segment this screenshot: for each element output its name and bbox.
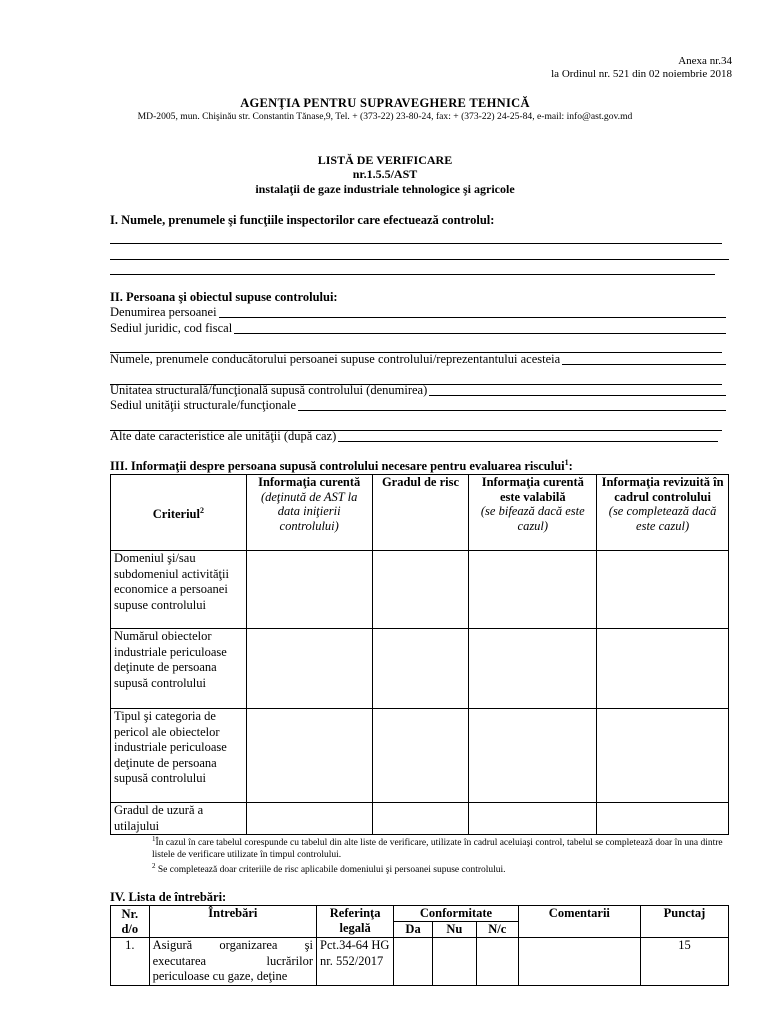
col-punctaj: Punctaj bbox=[641, 906, 729, 938]
col-conformitate: Conformitate bbox=[394, 906, 518, 922]
field-sediul-juridic[interactable] bbox=[110, 321, 726, 336]
question-nr: 1. bbox=[111, 938, 150, 986]
input-cell[interactable] bbox=[469, 629, 597, 709]
input-cell[interactable] bbox=[246, 551, 372, 629]
annex-number: Anexa nr.34 bbox=[678, 55, 732, 67]
section-3-heading: III. Informaţii despre persoana supusă controlului necesare pentru evaluarea riscului$^1$: bbox=[110, 458, 573, 474]
question-reference: Pct.34-64 HG nr. 552/2017 bbox=[317, 938, 394, 986]
input-cell[interactable] bbox=[372, 803, 469, 835]
table-row bbox=[111, 803, 729, 835]
question-text: Asigură organizarea şi executarea lucrărilor periculoase cu gaze, deţine bbox=[149, 938, 316, 986]
input-cell[interactable] bbox=[469, 551, 597, 629]
questions-header-row-1 bbox=[111, 906, 729, 922]
input-cell[interactable] bbox=[372, 709, 469, 803]
criteriu-cell: Gradul de uzură a utilajului bbox=[111, 803, 247, 835]
risk-table-header bbox=[111, 475, 729, 551]
col-da: Da bbox=[394, 922, 433, 938]
input-cell[interactable] bbox=[597, 629, 729, 709]
input-cell[interactable] bbox=[597, 551, 729, 629]
footnote-1: $^1$În cazul în care tabelul corespunde cu tabelul din alte liste de verificare, utilizate în cadrul aceluiaşi control, tabelul se completează doar în una dintre listele de verificare utilizate în timpul controlului. bbox=[152, 835, 723, 861]
agency-contact: MD-2005, mun. Chişinău str. Constantin Tănase,9, Tel. + (373-22) 23-80-24, fax: + (373-22) 24-25-84, e-mail: info@ast.gov.md bbox=[137, 111, 633, 122]
inspector-line-2[interactable] bbox=[110, 259, 729, 260]
section-1-heading: I. Numele, prenumele şi funcţiile inspectorilor care efectuează controlul: bbox=[110, 213, 495, 227]
section-2-heading: II. Persoana şi obiectul supuse controlului: bbox=[110, 290, 338, 304]
agency-name: AGENŢIA PENTRU SUPRAVEGHERE TEHNICĂ bbox=[240, 96, 530, 110]
col-nr: Nr. d/o bbox=[111, 906, 150, 938]
col-nu: Nu bbox=[432, 922, 476, 938]
checkbox-nu[interactable] bbox=[432, 938, 476, 986]
col-criteriu: Criteriul$^2$ bbox=[111, 475, 247, 551]
col-grad-risc: Gradul de risc bbox=[372, 475, 469, 551]
question-score: 15 bbox=[641, 938, 729, 986]
table-row bbox=[111, 938, 729, 986]
input-cell[interactable] bbox=[246, 709, 372, 803]
field-sediul-unitatii[interactable] bbox=[110, 398, 726, 413]
table-row bbox=[111, 709, 729, 803]
field-label: Denumirea persoanei bbox=[110, 305, 217, 319]
table-row bbox=[111, 551, 729, 629]
checkbox-da[interactable] bbox=[394, 938, 433, 986]
col-intrebari: Întrebări bbox=[149, 906, 316, 938]
document-subject: instalaţii de gaze industriale tehnologice şi agricole bbox=[255, 182, 515, 196]
field-conducator[interactable] bbox=[110, 352, 726, 367]
comment-cell[interactable] bbox=[518, 938, 640, 986]
table-row bbox=[111, 629, 729, 709]
questions-table bbox=[110, 905, 729, 986]
field-label: Alte date caracteristice ale unităţii (după caz) bbox=[110, 429, 337, 443]
footnote-2: $^2$ Se completează doar criteriile de risc aplicabile domeniului şi persoanei supuse controlului. bbox=[152, 862, 506, 876]
inspector-line-1[interactable] bbox=[110, 243, 722, 244]
document-title: LISTĂ DE VERIFICARE bbox=[317, 153, 453, 167]
col-nc: N/c bbox=[476, 922, 518, 938]
criteriu-cell: Domeniul şi/sau subdomeniul activităţii economice a persoanei supuse controlului bbox=[111, 551, 247, 629]
col-comentarii: Comentarii bbox=[518, 906, 640, 938]
input-cell[interactable] bbox=[246, 629, 372, 709]
col-valabila: Informaţia curentă este valabilă (se bifează dacă este cazul) bbox=[469, 475, 597, 551]
field-denumirea-persoanei[interactable] bbox=[110, 305, 726, 320]
checkbox-nc[interactable] bbox=[476, 938, 518, 986]
input-cell[interactable] bbox=[372, 551, 469, 629]
field-label: Sediul unităţii structurale/funcţionale bbox=[110, 398, 297, 412]
field-alte-date[interactable] bbox=[110, 429, 718, 444]
input-cell[interactable] bbox=[372, 629, 469, 709]
field-unitatea-structurala[interactable] bbox=[110, 383, 726, 398]
col-referinta: Referinţa legală bbox=[317, 906, 394, 938]
col-info-curenta: Informaţia curentă (deţinută de AST la data iniţierii controlului) bbox=[246, 475, 372, 551]
criteriu-cell: Numărul obiectelor industriale periculoase deţinute de persoana supusă controlului bbox=[111, 629, 247, 709]
document-number: nr.1.5.5/AST bbox=[352, 167, 418, 181]
input-cell[interactable] bbox=[597, 709, 729, 803]
field-label: Numele, prenumele conducătorului persoanei supuse controlului/reprezentantului acesteia bbox=[110, 352, 561, 366]
input-cell[interactable] bbox=[469, 709, 597, 803]
section-4-heading: IV. Lista de întrebări: bbox=[110, 890, 227, 904]
input-cell[interactable] bbox=[469, 803, 597, 835]
risk-info-table bbox=[110, 474, 729, 835]
input-cell[interactable] bbox=[246, 803, 372, 835]
criteriu-cell: Tipul şi categoria de pericol ale obiectelor industriale periculoase deţinute de persoana supusă controlului bbox=[111, 709, 247, 803]
field-label: Unitatea structurală/funcţională supusă controlului (denumirea) bbox=[110, 383, 428, 397]
field-label: Sediul juridic, cod fiscal bbox=[110, 321, 233, 335]
col-revizuita: Informaţia revizuită în cadrul controlului (se completează dacă este cazul) bbox=[597, 475, 729, 551]
input-cell[interactable] bbox=[597, 803, 729, 835]
inspector-line-3[interactable] bbox=[110, 274, 715, 275]
annex-order-reference: la Ordinul nr. 521 din 02 noiembrie 2018 bbox=[551, 68, 732, 80]
